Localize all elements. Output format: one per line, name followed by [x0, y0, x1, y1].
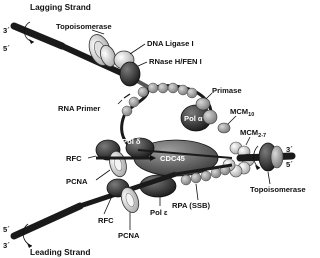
- pcna-lower-label: PCNA: [118, 231, 140, 240]
- pol-alpha-label: Pol α: [184, 114, 203, 123]
- topoisomerase-right-label: Topoisomerase: [250, 185, 306, 194]
- rpa-label: RPA (SSB): [172, 201, 210, 210]
- topoisomerase-right: [259, 143, 283, 171]
- rfc-upper-label: RFC: [66, 154, 82, 163]
- pol-delta-label: Pol δ: [122, 137, 141, 146]
- pcna-upper-leader: [96, 170, 110, 180]
- cdc45-label: CDC45: [160, 154, 185, 163]
- dna-ligase-leader: [130, 44, 145, 54]
- pcna-upper-label: PCNA: [66, 177, 88, 186]
- topoisomerase-top: [85, 32, 118, 69]
- topoisomerase-top-label: Topoisomerase: [56, 22, 112, 31]
- lagging-strand-label: Lagging Strand: [30, 2, 91, 12]
- five-prime-bottom-label: 5´: [3, 225, 10, 234]
- three-prime-bottom-label: 3´: [3, 241, 10, 250]
- three-prime-top-label: 3´: [3, 26, 10, 35]
- mcm10: [218, 123, 230, 133]
- five-prime-right-label: 5´: [286, 160, 293, 169]
- rfc-upper-leader: [88, 156, 96, 158]
- rfc-lower-label: RFC: [98, 216, 114, 225]
- rnase-fen: [120, 62, 140, 86]
- mcm10-leader: [228, 116, 236, 124]
- topoisomerase-right-leader: [268, 172, 270, 184]
- five-prime-top-label: 5´: [3, 44, 10, 53]
- leading-strand-label: Leading Strand: [30, 247, 91, 257]
- mcm10-label: $MCM_{10}$: [230, 107, 255, 118]
- rna-primer-label: RNA Primer: [58, 104, 101, 113]
- three-prime-right-label: 3´: [286, 145, 293, 154]
- rnase-leader: [138, 62, 147, 66]
- rnase-label: RNase H/FEN I: [149, 57, 202, 66]
- pol-epsilon-label: Pol ε: [150, 208, 168, 217]
- rpa-leader: [196, 184, 198, 200]
- primase-label: Primase: [212, 86, 242, 95]
- rna-primer-leader: [118, 100, 122, 104]
- rna-primer-marker: [124, 94, 130, 98]
- dna-ligase-label: DNA Ligase I: [147, 39, 194, 48]
- mcm27-label: $MCM_{2-7}$: [240, 128, 267, 139]
- mcm27-leader: [246, 137, 250, 145]
